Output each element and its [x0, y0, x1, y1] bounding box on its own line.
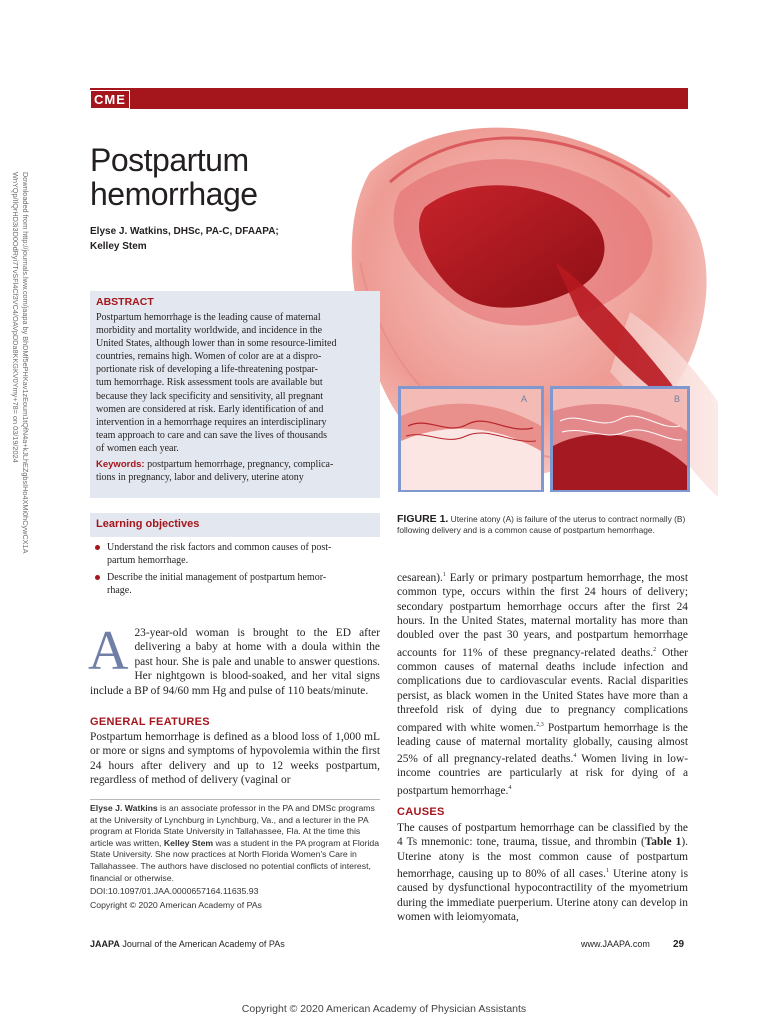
citation: 1 [605, 868, 609, 875]
bullet-icon [95, 545, 100, 550]
objective-line: Understand the risk factors and common causes of post- [107, 542, 332, 553]
abstract-line: of women each year. [96, 442, 179, 454]
intro-paragraph [88, 620, 380, 698]
figure-caption [397, 514, 689, 537]
text-run: ). Uterine atony is the most common cause of postpartum hemorrhage, causing up to 80% of all cases. [397, 836, 688, 881]
text-run: Women living in low-income countries are particularly at risk for dying of a postpartum hemorrhage. [397, 753, 688, 797]
abstract-line: because they lack specificity and sensitivity, all pregnant [96, 390, 324, 402]
bullet-icon [95, 575, 100, 580]
abstract-line: portionate risk of developing a life-threatening postpar- [96, 364, 318, 376]
keywords-line-2: tions in pregnancy, labor and delivery, uterine atony [96, 472, 304, 484]
abstract-line: women are considered at risk. Early identification of and [96, 403, 324, 415]
bio-text-1: is an associate professor in the PA and DMSc programs at the University of Lynchburg in Lynchburg, Va., and a lecturer in the PA program at Florida State University in Tallahassee, Fla. At the time this article was written, [90, 803, 375, 848]
citation: 2,3 [536, 721, 544, 728]
general-features-text: Postpartum hemorrhage is defined as a blood loss of 1,000 mL or more or signs and symptoms of hypovolemia within the first 24 hours after delivery and up to 12 weeks postpartum, regardless of method of delivery (vaginal or [90, 731, 380, 787]
bio-name-2: Kelley Stem [163, 837, 214, 848]
abstract-panel [90, 291, 380, 498]
text-run: Other common causes of maternal deaths include infection and complications due to cardiovascular events. Racial disparities persist, as black women in the United States have more than a threefold risk of dying due to pregnancy complications compared with white women. [397, 646, 688, 734]
authors-line-1: Elyse J. Watkins, DHSc, PA-C, DFAAPA; [90, 226, 279, 237]
keywords-line-1: postpartum hemorrhage, pregnancy, complica- [144, 459, 334, 471]
text-run: The causes of postpartum hemorrhage can be classified by the 4 Ts mnemonic: tone, trauma, tissue, and thrombin ( [397, 822, 688, 849]
inset-b-label: B [674, 394, 681, 404]
author-bio [90, 803, 380, 913]
objective-line: Describe the initial management of postpartum hemor- [107, 572, 327, 584]
bio-text-2: was a student in the PA program at Florida State University. She now practices at North Florida Women's Care in Tallahassee. The authors have disclosed no potential conflicts of interest, financial or otherwise. [90, 837, 380, 883]
download-notice-line2: WnYQp/IlQrHD3i3D0OdRyi7TvSFl4Cf3VC4/OAVpDDa8KKGKV0Ymy+78= on 03/19/2024 [11, 172, 20, 463]
header-bar [90, 88, 688, 109]
download-notice-line1: Downloaded from http://journals.lww.com/jaapa by BhDMf5ePHKav1zEoum1tQfN4a+kJLhEZgbsIHo4XMi0hCywCX1A [21, 172, 30, 554]
bio-copyright: Copyright © 2020 American Academy of PAs [90, 899, 262, 910]
cme-badge: CME [90, 90, 130, 109]
citation: 4 [508, 784, 512, 791]
table-ref: Table 1 [644, 836, 682, 849]
article-title: Postpartum hemorrhage [90, 142, 258, 212]
download-notice [6, 172, 42, 622]
abstract-line: morbidity and mortality worldwide, and incidence in the [96, 325, 323, 337]
learning-objectives-heading: Learning objectives [90, 513, 380, 537]
learning-objectives-list [90, 541, 380, 601]
text-run: cesarean). [397, 571, 443, 584]
objective-line: partum hemorrhage. [107, 555, 189, 567]
citation: 4 [573, 753, 577, 760]
abstract-heading: ABSTRACT [96, 296, 154, 308]
abstract-text [96, 311, 374, 455]
abstract-line: countries, remains high. Women of color are at a dispro- [96, 351, 322, 363]
general-features-heading: GENERAL FEATURES [90, 716, 210, 728]
abstract-line: Postpartum hemorrhage is the leading cause of maternal [96, 312, 321, 323]
intro-text: 23-year-old woman is brought to the ED after delivering a baby at home with a doula within the past hour. She is pale and unable to answer questions. Her nightgown is blood-soaked, and her vital signs include a BP of 94/60 mm Hg and pulse of 110 beats/minute. [90, 627, 380, 697]
drop-cap: A [88, 620, 129, 682]
citation: 2 [653, 646, 657, 653]
right-paragraph-2 [397, 821, 688, 925]
inset-a-label: A [521, 394, 528, 404]
objective-item [90, 541, 380, 567]
citation: 1 [442, 572, 446, 578]
journal-footer [90, 939, 285, 949]
authors-line-2: Kelley Stem [90, 241, 147, 252]
figure-caption-text: Uterine atony (A) is failure of the uterus to contract normally (B) following delivery and is a common cause of postpartum hemorrhage. [397, 514, 686, 536]
right-paragraph-1 [397, 568, 688, 798]
objective-line: rhage. [107, 585, 132, 597]
journal-abbrev: JAAPA [90, 939, 120, 949]
abstract-line: team approach to care and can save the lives of thousands [96, 429, 328, 441]
keywords-label: Keywords: [96, 459, 145, 471]
abstract-line: intervention in a hemorrhage requires an interdisciplinary [96, 416, 327, 428]
doi: DOI:10.1097/01.JAA.0000657164.11635.93 [90, 886, 259, 897]
journal-name: Journal of the American Academy of PAs [119, 939, 285, 949]
authors [90, 224, 310, 254]
inset-b [550, 386, 690, 492]
figure-label: FIGURE 1. [397, 513, 449, 525]
abstract-line: United States, although lower than in some resource-limited [96, 338, 337, 350]
keywords [96, 458, 374, 484]
objective-item [90, 571, 380, 597]
journal-url: www.JAAPA.com [581, 939, 650, 949]
bio-name-1: Elyse J. Watkins [90, 803, 158, 813]
text-run: Uterine atony is caused by dysfunctional hypocontractility of the myometrium during the immediate puerperium. Uterine atony can develop in women with leiomyomata, [397, 868, 688, 924]
abstract-line: tum hemorrhage. Risk assessment tools are available but [96, 377, 323, 389]
bio-text [90, 803, 380, 884]
divider [90, 799, 380, 800]
page-number: 29 [673, 939, 685, 950]
causes-heading: CAUSES [397, 806, 445, 818]
bottom-copyright: Copyright © 2020 American Academy of Physician Assistants [241, 1003, 527, 1015]
text-run: Postpartum hemorrhage is the leading cause of maternal mortality globally, causing almost 25% of all pregnancy-related deaths. [397, 721, 688, 766]
text-run: Early or primary postpartum hemorrhage, the most common type, occurs within the first 24 hours of delivery; secondary postpartum hemorrhage occurs after the first 24 hours. In the United States, maternal mortality has more than doubled over the past 30 years, and postpartum hemorrhage accounts for 11% of these pregnancy-related deaths. [397, 571, 688, 659]
